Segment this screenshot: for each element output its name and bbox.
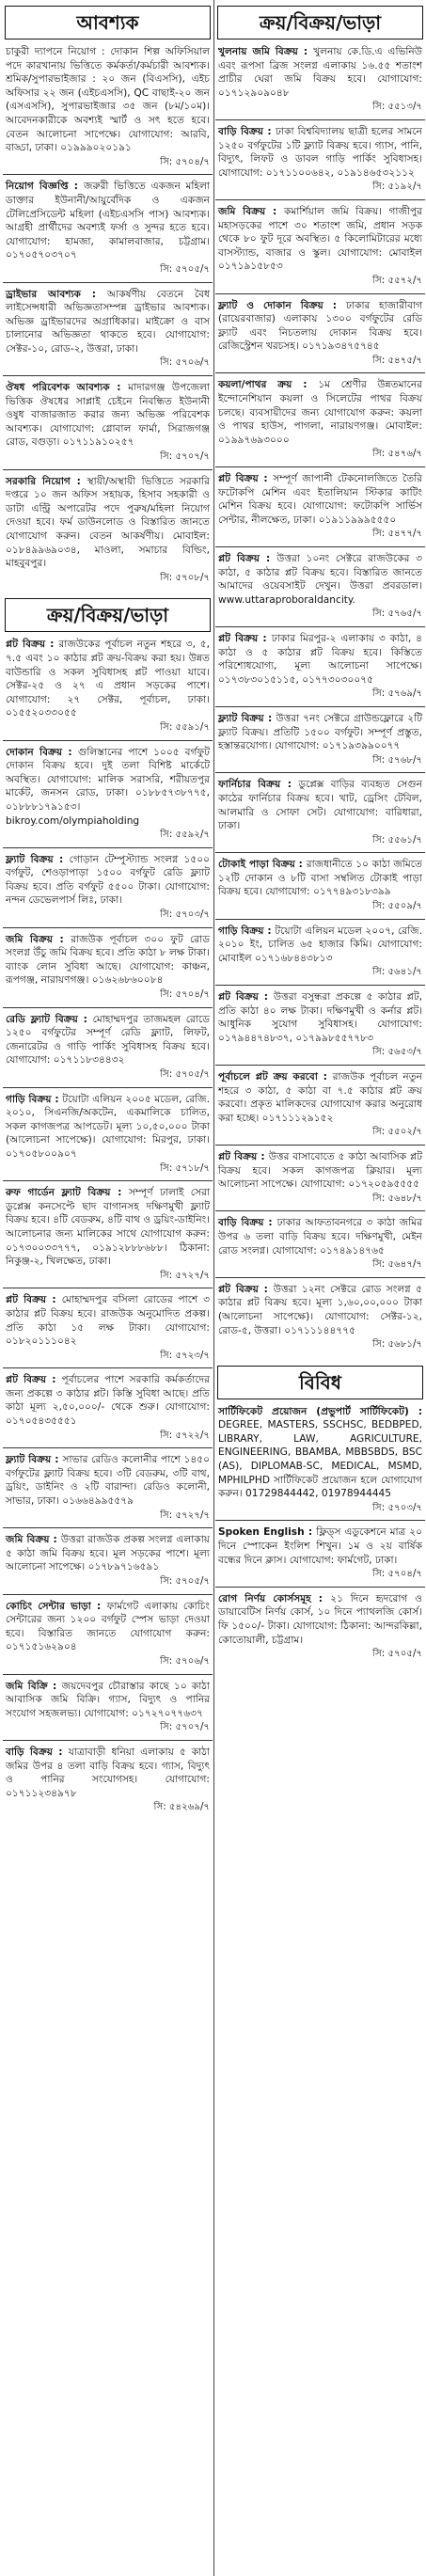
ad-body: গোড়ান টেম্পুস্ট্যান্ড সংলগ্ন ১৫০০ বর্গফুট, শেওড়াপাড়া ১৫০০ বর্গফুট রেডি ফ্ল্যাট বিক্রয় হবে। প্রতি বর্গফুট ৫৫০০ টাকা। যোগাযোগ: নন্দন ডেভেলপার্স লিঃ, ঢাকা। [6, 853, 211, 907]
classified-ad [215, 632, 425, 702]
ad-reference-code: সি: ৫৫৯১/৭ [160, 721, 210, 733]
ad-title: প্লট বিক্রয় : [218, 1150, 269, 1162]
ad-body: চাকুরী দ্যাপনে নিয়োগ : দোকান শিল্প অফিসিয়াল পদে কারখানায় ভিত্তিতে কর্মকর্তা/কর্মচারী আবশ্যক। শ্রমিক/সুপারভাইজার : ২০ জন (বিএসসি), এইচ অফিসার ২২ জন (এইচএসসি), QC বাছাই-২০ জন (এসএসসি), সুপারভাইজার ৩৫ জন (৮ম/১০ম)। আবেদনকারীকে অবশ্যই স্মার্ট ও সৎ হতে হবে। বেতন আলোচনা সাপেক্ষে। যোগাযোগ: আরবি, বাড্ডা, ঢাকা। ০১৯৯৯০২০১৯১ [6, 46, 210, 154]
ad-body: উত্তরা ১০নং সেক্টরে রাজউকের ৩ কাঠা, ৫ কাঠার প্লট বিক্রয় হবে। বিস্তারিত জানতে আমাদের ওয়েবসাইট দেখুন। উত্তরা প্রবরডাল। www.uttaraproboraldancity. [218, 553, 422, 606]
ad-separator [215, 706, 425, 707]
classified-ad [3, 933, 213, 1003]
ad-reference-code: সি: ৫১৯২/৭ [372, 182, 422, 193]
classified-ad [215, 712, 425, 767]
ad-title: রোগ নির্ণয় কোর্সসমূহ : [218, 1592, 331, 1604]
ad-separator [215, 1520, 425, 1521]
classified-ad [215, 45, 425, 115]
ad-separator [215, 546, 425, 547]
classified-ad [215, 299, 425, 369]
classified-ad [3, 853, 213, 923]
ad-body: স্থায়ী/অস্থায়ী ভিত্তিতে সরকারি দপ্তরে ১০ জন অফিস সহায়ক, হিসাব সহকারী ও ডাটা এন্ট্রি অপারেটর পদে পুরুষ/মহিলা নিয়োগ দেওয়া হবে। ফর্ম ডাউনলোড ও বিস্তারিত জানতে যোগাযোগ করুন। বেতন আকর্ষণীয়। মোবাইল: ০১৮৪৯৯৬৯০৩৪, মাওলা, সমাচার বিল্ডিং, মাহবুবপুর। [6, 475, 210, 570]
classified-ad [3, 1373, 213, 1443]
ad-separator [3, 847, 213, 848]
ad-title: সার্টিফিকেট প্রয়োজন (প্রভুপার্ট সার্টিফিকেট) : [218, 1405, 422, 1417]
ad-title: জমি বিক্রয় : [6, 1534, 61, 1546]
ad-title: ফ্ল্যাট বিক্রয় : [6, 1454, 63, 1466]
ad-title: টোকাই পাড়া বিক্রয় : [218, 859, 307, 871]
ad-reference-code: সি: ৫৭২৭/৭ [160, 1509, 210, 1521]
ad-reference-code: সি: ৫৭২৩/৭ [160, 1350, 210, 1361]
ad-body: মাদারগঞ্জ উপজেলা ভিত্তিক ঔষধের সাপ্লাই চেইনে নিবন্ধিত ইউনানী ওষুধ বাজারজাত করার জন্য অভিজ্ঞ পরিবেশক আবশ্যক। যোগাযোগ: গ্লোবাল ফার্মা, সিরাজগঞ্জ রোড, বগুড়া। ০১৭১১৯১০২৫৭ [6, 382, 210, 449]
classified-ad [3, 1746, 213, 1815]
ad-separator [215, 372, 425, 373]
buy-sell-rent-ads-right [215, 45, 425, 1352]
ad-title: প্লট বিক্রয় : [6, 1374, 62, 1386]
classified-ad [3, 180, 213, 277]
column-divider [213, 0, 214, 2576]
ad-reference-code: সি: ৫৫৭২/৭ [372, 275, 422, 286]
ad-body: জয়দেবপুর চৌরাস্তার কাছে ১০ কাঠা আবাসিক জমি বিক্রি। গ্যাস, বিদ্যুৎ ও পানির সংযোগ সহজলভ্য। যোগাযোগ: ০১৭২৭০৭৭৬৩৭ [6, 1680, 210, 1719]
classified-ad [215, 552, 425, 622]
ad-separator [3, 375, 213, 376]
ad-separator [3, 174, 213, 175]
ad-separator [215, 119, 425, 120]
classified-ad [215, 1525, 425, 1581]
ad-separator [3, 1527, 213, 1528]
classified-ad [215, 125, 425, 195]
ad-body: ১ম শ্রেণীর উন্নতমানের ইন্দোনেশিয়ান কয়লা ও সিলেটের পাথর বিক্রয় চলছে। ব্যবসায়ীদের জন্য যোগাযোগ করুন: কয়লা ও পাথর হাউস, পাগলা, নারায়ণগঞ্জ। মোবাইল: ০১৯৯৭৬৯৩০০০ [218, 379, 422, 446]
classified-ad [215, 1405, 425, 1516]
section-heading-buy-sell-rent: ক্রয়/বিক্রয়/ভাড়া [5, 598, 211, 632]
ad-reference-code: সি: ৫৭০৪/৭ [372, 1569, 422, 1580]
classified-ad [3, 1453, 213, 1523]
ad-separator [3, 1674, 213, 1675]
classified-ad [215, 1150, 425, 1206]
left-column [3, 0, 213, 1815]
ad-reference-code: সি: ৫৭৬৮/৭ [372, 754, 422, 766]
ad-body: রাজউক পূর্বাচল ৩০০ ফুট রোড সংলগ্ন উঁচু জমি বিক্রয় হবে। প্রতি কাঠা ৮ লক্ষ টাকা। ব্যাংক লোন সুবিধা আছে। যোগাযোগ: কাঞ্চন, রূপগঞ্জ, নারায়ণগঞ্জ। ০১৬২৬৮৬০০৮৪ [6, 933, 210, 987]
ad-body: রাজধানীতে ১০ কাঠা জমিতে ১২টি দোকান ও ৮টি বাসা সম্বলিত টোকাই পাড়া বিক্রয় হবে। যোগাযোগ: ০১৭৭৪৯৩১৮৩৯৯ [218, 859, 422, 898]
ad-body: পূর্বাচলের পাশে সরকারি কর্মকর্তাদের জন্য প্রকল্পে ৩ কাঠার প্লট। কিস্তি সুবিধা আছে। প্রতি কাঠা মূল্য ২,৫০,০০০/- থেকে শুরু। যোগাযোগ: ০১৭০৫৪৩৫৫৫১ [6, 1374, 210, 1428]
classified-ad [3, 746, 213, 843]
ad-reference-code: সি: ৫৬৪১/৭ [372, 967, 422, 978]
ad-title: জমি বিক্রয় : [218, 205, 284, 217]
ad-body: উত্তর বাসাবোতে ৫ কাঠা আবাসিক প্লট বিক্রয় হবে। সকল কাগজপত্র ক্লিয়ার। মূল্য আলোচনা সাপেক্ষে। যোগাযোগ: ০১৭২০৫৯৫৫৫৫ [218, 1150, 422, 1191]
miscellaneous-ads [215, 1405, 425, 1662]
ad-body: জরুরী ভিত্তিতে একজন মহিলা ডাক্তার ইউনানী/আয়ুর্বেদিক ও একজন টেলিপ্রেসিডেন্ট মহিলা (এইচএসসি পাস) আবশ্যক। আগ্রহী প্রার্থীদের অবশ্যই ফর্সা ও সুন্দর হতে হবে। যোগাযোগ: হামজা, কামালবাজার, চট্টগ্রাম। ০১৭০৫৭০৩৭০৭ [6, 181, 210, 261]
classified-ad [215, 1070, 425, 1140]
ad-title: বাড়ি বিক্রয় : [218, 1217, 277, 1229]
ad-reference-code: সি: ৫৪৭৫/৭ [372, 355, 422, 366]
ad-title: ঔষধ পরিবেশক আবশ্যক : [6, 382, 129, 394]
ad-title: নিয়োগ বিজ্ঞপ্তি : [6, 181, 84, 193]
ad-title: ড্রাইভার আবশ্যক : [6, 288, 107, 300]
ad-reference-code: সি: ৫৭৬৯/৭ [372, 688, 422, 700]
classified-ad [215, 1283, 425, 1352]
ad-separator [3, 1367, 213, 1368]
ad-title: প্লট বিক্রয় : [218, 991, 274, 1004]
classified-ad [215, 778, 425, 847]
classified-ad [3, 1093, 213, 1177]
ad-title: কোচিং সেন্টার ভাড়া : [6, 1600, 107, 1612]
ad-title: কয়লা/পাথর ক্রয় : [218, 379, 319, 391]
ad-reference-code: সি: ৫৪৭৬/৭ [372, 449, 422, 460]
ad-reference-code: সি: ৫৫১৩/৭ [372, 102, 422, 113]
ad-body: উত্তরা ১২নং সেক্টরে রোড সংলগ্ন ৫ কাঠার প্লট বিক্রয় হবে। মূল্য ১,৬০,০০,০০০ টাকা (আলোচনা সাপেক্ষে)। যোগাযোগ: সেক্টর-১২, রোড-৫, উত্তরা। ০১৭১১১৪৪৭৭৫ [218, 1283, 422, 1336]
ad-body: উত্তরা বসুন্ধরা প্রকল্পে ৫ কাঠার প্লট, প্রতি কাঠা ৪০ লক্ষ টাকা। দক্ষিণমুখী ও কর্নার প্লট। আধুনিক সুযোগ সুবিধাসহ। যোগাযোগ: ০১৭৯৪৪৭৪৮৩৭, ০১৭৯৯৮৫৫৭৭৮৩ [218, 991, 422, 1044]
ad-body: সাভার রেডিও কলোনীর পাশে ১৪৫০ বর্গফুটের ফ্ল্যাট বিক্রয় হবে। ৩টি বেডরুম, ৩টি বাথ, ড্রয়িং, ডাইনিং ও ২টি বারান্দা। রেডিও কলোনী, সাভার, ঢাকা। ০১৬৬৪৯৯৫৫৭৯ [6, 1454, 210, 1508]
ad-reference-code: সি: ৫৭০৭/৭ [160, 451, 210, 463]
ad-separator [215, 772, 425, 773]
ad-separator [215, 293, 425, 294]
section-heading-buy-sell-rent-right: ক্রয়/বিক্রয়/ভাড়া [217, 6, 423, 40]
ad-reference-code: সি: ৫৭০৪/৭ [160, 989, 210, 1001]
ad-reference-code: সি: ৫৭৬৫/৭ [372, 608, 422, 620]
ad-title: খুলনায় জমি বিক্রয় : [218, 46, 314, 57]
classified-ad [3, 475, 213, 586]
ad-body: ঢাকার আফতাবনগরে ৩ কাঠা জমির উপর ৬ তলা বাড়ি বিক্রয় হবে। দক্ষিণমুখী, মেইন রোড সংলগ্ন। যোগাযোগ: ০১৭৪৯১৪৭৬৫ [218, 1217, 422, 1256]
ad-title: ফ্ল্যাট বিক্রয় : [6, 853, 70, 865]
ad-title: দোকান বিক্রয় : [6, 746, 78, 758]
ad-title: সরকারি নিয়োগ : [6, 475, 87, 487]
ad-separator [3, 927, 213, 928]
ad-body: ২১ দিনে হৃদরোগ ও ডায়াবেটিস নির্ণয় কোর্স, ১০ দিনে প্যাথলজি কোর্স। ফি ১৫০০/- টাকা। যোগাযোগ: ঠিকানা: আন্দরকিল্লা, কোতোয়ালী, চট্টগ্রাম। [218, 1592, 422, 1646]
ad-reference-code: সি: ৫৬৫৩/৭ [372, 1047, 422, 1058]
ad-reference-code: সি: ৫৪২৬৯/৭ [153, 1802, 210, 1813]
ad-title: প্লট বিক্রয় : [218, 473, 274, 485]
ad-title: পূর্বাচলে প্লট ক্রয় করবো : [218, 1071, 333, 1083]
classified-ad [3, 1680, 213, 1735]
ad-separator [215, 1587, 425, 1588]
ad-reference-code: সি: ৫৫০২/৭ [372, 1127, 422, 1138]
ad-separator [215, 1145, 425, 1146]
classified-ad [3, 1293, 213, 1363]
classified-ad [3, 45, 213, 169]
buy-sell-rent-ads [3, 638, 213, 1815]
ad-separator [215, 852, 425, 853]
classified-ad [215, 205, 425, 289]
classified-ad [215, 472, 425, 542]
ad-title: গাড়ি বিক্রয় : [218, 925, 276, 937]
ad-body: উত্তরা রাজউক প্রকল্প সংলগ্ন এলাকায় ৫ কাঠা জমি বিক্রয় হবে। মূল সড়কের পাশে। মূল্য আলোচনা সাপেক্ষে। ০১৭৮৯৭১৬৫৯১ [6, 1534, 211, 1573]
ad-reference-code: সি: ৫৭০৩/৭ [160, 909, 210, 921]
classified-ad [215, 990, 425, 1060]
ad-separator [3, 282, 213, 283]
ad-reference-code: সি: ৫৫৬১/৭ [372, 834, 422, 845]
ad-body: ফ্লিড্স এডুকেশনে মাত্র ২০ দিনে স্পোকেন ইংলিশ শিখুন। ১ম ও ২য় বার্ষিক বন্ধের দিনে ক্লাস। যোগাযোগ: ফার্মগেট, ঢাকা। [218, 1526, 422, 1566]
ad-separator [215, 626, 425, 627]
ad-title: প্লট বিক্রয় : [218, 1283, 274, 1295]
ad-reference-code: সি: ৫৫৯২/৭ [160, 830, 210, 841]
ad-body: উত্তরা ৭নং সেক্টরে গ্রাউন্ডফ্লোরে ২টি ফ্ল্যাট বিক্রয়। প্রতিটি ১৫০০ বর্গফুট। সম্পূর্ণ প্রস্তুত, হস্তান্তরযোগ্য। যোগাযোগ: ০১৭১৯৩৯৯০০৭৭ [218, 712, 422, 752]
classified-ad [3, 1186, 213, 1283]
ad-title: প্লট বিক্রয় : [6, 639, 59, 651]
ad-body: ঢাকার হাজারীবাগ (রায়েরবাজার) এলাকায় ১৩০০ বর্গফুটের রেডি ফ্ল্যাট এবং নিচতলায় দোকান বিক্রয় হবে। রেজিস্ট্রেশন খরচসহ। ০১৭১৯৩৪৭৫৭৪৫ [218, 299, 422, 353]
classified-ad [3, 1013, 213, 1083]
ad-reference-code: সি: ৫৭০৫/৭ [160, 263, 210, 275]
ad-title: গাড়ি বিক্রয় : [6, 1093, 63, 1105]
ad-body: টয়োটা এলিয়ন ২০০৫ মডেল, রেজি. ২০১০, সিএনজি/অকটেন, একমালিকে চালিত, সকল কাগজপত্র আপডেট। মূল্য ১০,৫০,০০০ টাকা (আলোচনা সাপেক্ষে)। যোগাযোগ: মিরপুর, ঢাকা। ০১৭০৫৮০০৯০৭ [6, 1093, 210, 1160]
ad-title: জমি বিক্রয় : [6, 933, 71, 945]
ad-title: ফ্ল্যাট বিক্রয় : [218, 712, 276, 724]
ad-separator [3, 1447, 213, 1448]
ad-reference-code: সি: ৫৭২৭/৭ [160, 1270, 210, 1281]
ad-body: DEGREE, MASTERS, SSCHSC, BEDBPED, LIBRARY, LAW, AGRICULTURE, ENGINEERING, BBAMBA, MBBSBDS, BSC (AS), DIPLOMAB-SC, MEDICAL, MSMD, MPHILPHD সার্টিফিকেট প্রয়োজন হলে যোগাযোগ করুন। 01729844442, 01978944445 [218, 1419, 422, 1500]
section-heading-miscellaneous: বিবিধ [217, 1366, 423, 1399]
ad-title: রুফ গার্ডেন ফ্ল্যাট বিক্রয় : [6, 1187, 129, 1199]
ad-separator [215, 985, 425, 986]
ad-body: রাজউকের পূর্বাচল নতুন শহরে ৩, ৫, ৭.৫ এবং ১০ কাঠার প্লট ক্রয়-বিক্রয় করা হয়। উন্নত বাউন্ডারি ও সকল সুবিধাসহ প্লট পাওয়া যাবে। সেক্টর-২৫ ও ২৭ এ প্রধান সড়কের পাশে। যোগাযোগ: ২৭ সেক্টর, পূর্বাচল, ঢাকা। ০১৫৫২০৩৩০৫৫ [6, 639, 210, 719]
ad-body: রাজউক পূর্বাচল নতুন শহরে ৩ কাঠা, ৫ কাঠা বা ৭.৫ কাঠার প্লট ক্রয় করবো। প্রকৃত মালিকদের যোগাযোগ করার অনুরোধ করা হচ্ছে। ০১৭১১১২৯১৫২ [218, 1071, 422, 1124]
ad-title: বাড়ি বিক্রয় : [6, 1746, 69, 1758]
right-column [215, 0, 425, 1662]
ad-title: প্লট বিক্রয় : [218, 632, 272, 644]
ad-body: যাত্রাবাড়ী ধনিয়া এলাকায় ৫ কাঠা জমির উপর ৪ তলা বাড়ি বিক্রয় হবে। গ্যাস, বিদ্যুৎ ও পানির সংযোগসহ। যোগাযোগ: ০১৭১১২৩৪৯৭৮ [6, 1746, 210, 1799]
ad-body: মোহাম্মদপুর তাজমহল রোডে ১২৫০ বর্গফুটের সম্পূর্ণ রেডি ফ্ল্যাট, লিফট, জেনারেটর ও গাড়ি পার্কিং সুবিধাসহ বিক্রয় হবে। যোগাযোগ: ০১৭১১৮৩৪৪৩২ [6, 1013, 210, 1067]
ad-reference-code: সি: ৫৭০৪/৭ [160, 156, 210, 167]
ad-separator [3, 1087, 213, 1088]
ad-separator [215, 919, 425, 920]
ad-reference-code: সি: ৫৭০৬/৭ [160, 1655, 210, 1667]
ad-body: মোহাম্মদপুর বসিলা রোডের পাশে ৩ কাঠার প্লট বিক্রয় হবে। রাজউক অনুমোদিত প্রকল্প। প্রতি কাঠা ১৫ লক্ষ টাকা। যোগাযোগ: ০১৮২০১১১০৪২ [6, 1294, 210, 1348]
ad-reference-code: সি: ৫৬৮১/৭ [372, 1339, 422, 1351]
ad-separator [3, 1594, 213, 1595]
ad-body: কমার্শিয়াল জমি বিক্রয়। গাজীপুর মহাসড়কের পাশে ৩০ শতাংশ জমি, প্রধান সড়ক থেকে ৮০ ফুট দূরে অবস্থিত। ৫ কিলোমিটারের মধ্যে বাসস্ট্যান্ড, বাজার ও স্কুল। যোগাযোগ: মোবাইল ০১৭১৯১৫৮৫৩ [218, 205, 422, 273]
ad-reference-code: সি: ৫৭০৫/৭ [160, 1576, 210, 1587]
section-heading-wanted: আবশ্যক [5, 6, 211, 40]
ad-separator [3, 1180, 213, 1181]
ad-reference-code: সি: ৫৫০৯/৭ [372, 901, 422, 912]
ad-reference-code: সি: ৫৭২২/৭ [160, 1430, 210, 1441]
ad-separator [3, 469, 213, 470]
ad-title: প্লট বিক্রয় : [6, 1294, 62, 1306]
ad-body: ঢাকার মিরপুর-২ এলাকায় ৩ কাঠা, ৪ কাঠা ও ৫ কাঠার প্লট বিক্রয় হবে। কিস্তিতে পরিশোধযোগ্য, মূল্য আলোচনা সাপেক্ষে। ০১৭৩৮৩০১৫১১৫, ০১৭৭৩০৩০০৭৫ [218, 632, 422, 686]
classified-ad [3, 381, 213, 465]
classified-ad [215, 925, 425, 980]
ad-separator [215, 199, 425, 200]
classified-ad [215, 858, 425, 913]
ad-reference-code: সি: ৫৭০৮/৭ [160, 572, 210, 583]
classified-ad [3, 1533, 213, 1588]
ad-title: জমি বিক্রি : [6, 1680, 62, 1692]
ad-title: প্লট বিক্রয় : [218, 553, 277, 564]
ad-body: খুলনায় কে.ডি.এ এভিনিউ এবং রূপসা ব্রিজ সংলগ্ন এলাকায় ১৬.৫৫ শতাংশ প্রাচীর ঘেরা জমি বিক্রয় হবে। যোগাযোগ: ০১৭১২৯০৯০৪৮ [218, 46, 422, 99]
wanted-ads [3, 45, 213, 585]
ad-title: ফ্ল্যাট ও দোকান বিক্রয় : [218, 299, 346, 311]
ad-separator [215, 1065, 425, 1066]
ad-reference-code: সি: ৫৭০৭/৭ [160, 1722, 210, 1733]
ad-reference-code: সি: ৫৭০৫/৭ [160, 1069, 210, 1080]
ad-reference-code: সি: ৫৭০৬/৭ [160, 357, 210, 369]
ad-body: টয়োটা এলিয়ন মডেল ২০০৭, রেজি. ২০১০ ইং, চালিত ৬৫ হাজার কিমি। যোগাযোগ: মোবাইল ০১৭১৬৮৪৪৩৮১৩ [218, 925, 422, 964]
ad-separator [215, 1210, 425, 1211]
classified-ad [215, 1592, 425, 1662]
ad-separator [3, 740, 213, 741]
ad-reference-code: সি: ৫৬৪৭/৭ [372, 1259, 422, 1271]
ad-title: বাড়ি বিক্রয় : [218, 125, 276, 137]
ad-body: সম্পূর্ণ জাপানী টেকনোলজিতে তৈরি ফটোকপি মেশিন এবং ইতালিয়ান স্টিকার কাটিং মেশিন বিক্রয় হবে। যোগাযোগ: ফটোকপি সার্ভিস সেন্টার, নীলক্ষেত, ঢাকা। ০১৯১১৯৯৯৫৫৫০ [218, 473, 422, 526]
ad-reference-code: সি: ৫৬৪৮/৭ [372, 1193, 422, 1204]
ad-body: সম্পূর্ণ ঢালাই সেরা ডুপ্লেক্স কনসেপ্টে ছাদ বাগানসহ দক্ষিণমুখী ফ্ল্যাট বিক্রয় হবে। ৪টি বেডরুম, ৪টি বাথ ও ড্রয়িং-ডাইনিং। আলোচনার জন্য মালিকের সাথে যোগাযোগ করুন: ০১৭৩০০৩৩৭৭৭, ০১৯১২৮৮৮৬৮৮। ঠিকানা: নিকুঞ্জ-২, খিলক্ষেত, ঢাকা। [6, 1187, 210, 1268]
ad-body: গুলিস্তানের পাশে ১০০৫ বর্গফুট দোকান বিক্রয় হবে। দুই তলা বিশিষ্ট মার্কেটে অবস্থিত। যোগাযোগ: মালিক সরাসরি, শরীয়তপুর মার্কেট, জনসন রোড, ঢাকা। ০১৮৮৫৭৩৮৭৭৫, ০১৮৮৮১৭৯১৫৩। bikroy.com/olympiaholding [6, 746, 210, 827]
ad-title: ফার্নিচার বিক্রয় : [218, 779, 299, 791]
ad-body: আকর্ষণীয় বেতনে বৈধ লাইসেন্সধারী অভিজ্ঞতাসম্পন্ন ড্রাইভার আবশ্যক। অভিজ্ঞ ড্রাইভারদের অগ্রাধিকার। মাইক্রো ও বাস চালানোর অভিজ্ঞতা থাকতে হবে। যোগাযোগ: সেক্টর-১০, রোড-২, উত্তরা, ঢাকা। [6, 288, 210, 355]
ad-reference-code: সি: ৫৭০৫/৭ [372, 1649, 422, 1660]
classified-ad [3, 1600, 213, 1669]
ad-separator [215, 466, 425, 467]
ad-separator [215, 1277, 425, 1278]
ad-body: ফার্মগেট এলাকায় কোচিং সেন্টারের জন্য ১২০০ বর্গফুট স্পেস ভাড়া দেওয়া হবে। বিস্তারিত জানতে যোগাযোগ করুন: ০১৭১৫১৬২৯০৪ [6, 1600, 210, 1653]
ad-reference-code: সি: ৫৭০৩/৭ [372, 1502, 422, 1513]
classified-ad [215, 378, 425, 462]
ad-reference-code: সি: ৫৪৭৭/৭ [372, 529, 422, 540]
ad-separator [3, 1007, 213, 1008]
classified-ad [3, 638, 213, 735]
classified-ad [3, 288, 213, 371]
ad-reference-code: সি: ৫৭১৮/৭ [160, 1162, 210, 1174]
ad-title: Spoken English : [218, 1526, 317, 1539]
ad-title: রেডি ফ্ল্যাট বিক্রয় : [6, 1013, 93, 1025]
ad-body: ডুপ্লেক্স বাড়ির ব্যবহৃত সেগুন কাঠের ফার্নিচার বিক্রয় হবে। খাট, ড্রেসিং টেবিল, আলমারি ও সোফা সেট। যোগাযোগ: বারিধারা, ঢাকা। [218, 779, 422, 832]
ad-separator [3, 1740, 213, 1741]
ad-body: ঢাকা বিশ্ববিদ্যালয় ছাত্রী হলের সামনে ১২৫০ বর্গফুটের ১টি ফ্ল্যাট বিক্রয় হবে। গ্যাস, পানি, বিদ্যুৎ, লিফট ও ডাবল গাড়ি পার্কিং সুবিধাসহ। যোগাযোগ: ০১৭১১০০৬৪২, ০১৯১৪৬৫৩২১১২ [218, 125, 422, 179]
classified-ad [215, 1216, 425, 1272]
